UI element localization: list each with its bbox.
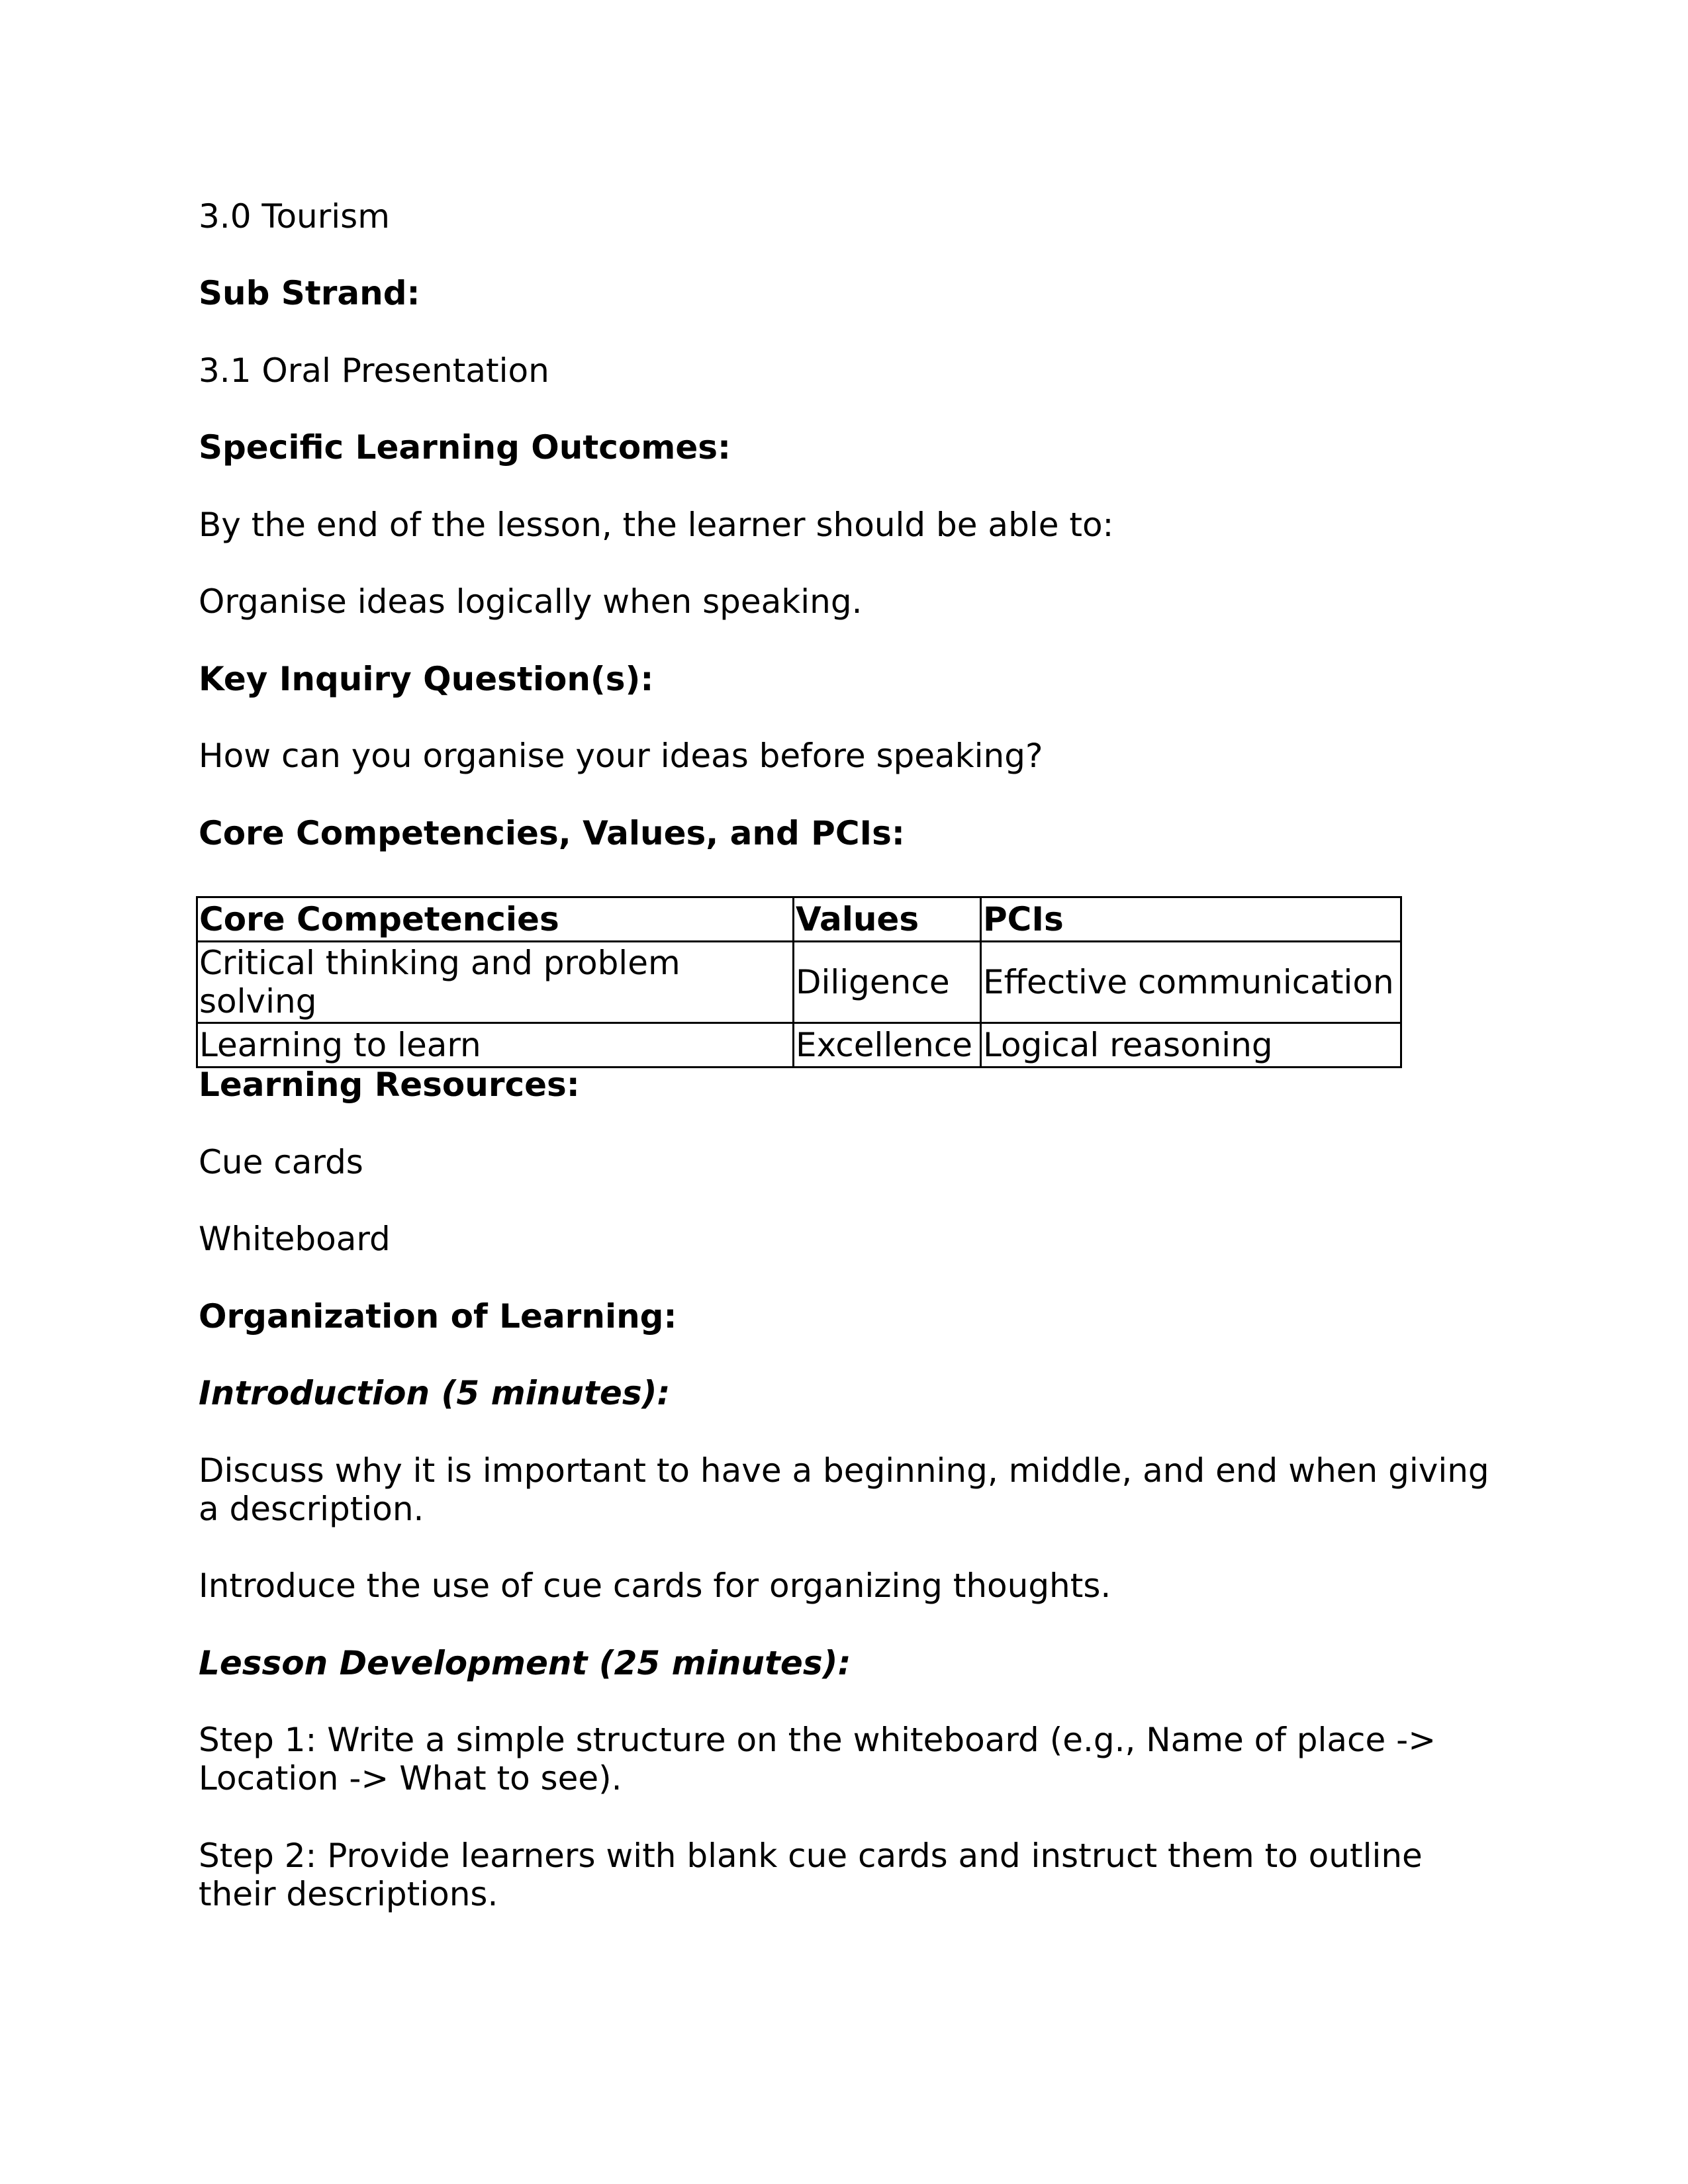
introduction-item: Discuss why it is important to have a beginning, middle, and end when giving a description. [199,1451,1489,1528]
core-heading: Core Competencies, Values, and PCIs: [199,814,905,852]
table-cell: Excellence [794,1023,981,1068]
slo-heading: Specific Learning Outcomes: [199,428,731,467]
table-cell: Learning to learn [197,1023,794,1068]
table-cell: Critical thinking and problem solving [197,942,794,1023]
kiq-heading: Key Inquiry Question(s): [199,660,654,698]
table-cell: Diligence [794,942,981,1023]
organization-heading: Organization of Learning: [199,1297,677,1336]
table-header-row [197,897,1401,942]
kiq-text: How can you organise your ideas before speaking? [199,737,1043,775]
resource-item: Whiteboard [199,1220,391,1258]
development-step: Step 1: Write a simple structure on the whiteboard (e.g., Name of place -> Location -> What to see). [199,1721,1436,1797]
introduction-heading: Introduction (5 minutes): [199,1374,671,1412]
slo-item: Organise ideas logically when speaking. [199,582,863,621]
competencies-table [196,896,1402,1068]
table-row [197,1023,1401,1068]
sub-strand-heading: Sub Strand: [199,274,420,312]
table-header-cell: PCIs [981,897,1401,942]
table-header-cell: Values [794,897,981,942]
development-step: Step 2: Provide learners with blank cue cards and instruct them to outline their descriptions. [199,1837,1423,1913]
strand-title: 3.0 Tourism [199,197,390,236]
table-cell: Logical reasoning [981,1023,1401,1068]
resource-item: Cue cards [199,1143,363,1181]
table-header-cell: Core Competencies [197,897,794,942]
slo-intro: By the end of the lesson, the learner should be able to: [199,506,1114,544]
table-row [197,942,1401,1023]
development-heading: Lesson Development (25 minutes): [199,1644,851,1682]
introduction-item: Introduce the use of cue cards for organizing thoughts. [199,1567,1111,1605]
resources-heading: Learning Resources: [199,1066,580,1104]
sub-strand-text: 3.1 Oral Presentation [199,351,549,390]
table-cell: Effective communication [981,942,1401,1023]
